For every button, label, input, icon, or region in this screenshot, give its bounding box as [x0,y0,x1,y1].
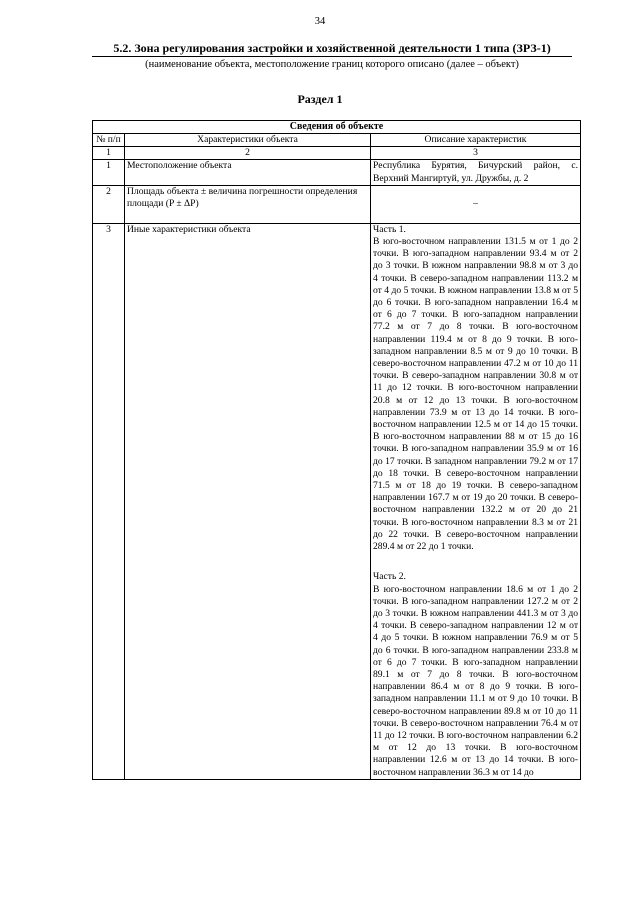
row-number: 1 [93,160,125,185]
column-header-number: № п/п [93,134,125,147]
document-heading: 5.2. Зона регулирования застройки и хозяйственной деятельности 1 типа (ЗРЗ-1) [92,41,572,57]
row-description [371,223,581,779]
part-2-text: В юго-восточном направлении 18.6 м от 1 до 2 точки. В юго-западном направлении 127.2 м от 2 до 3 точки. В южном направлении 441.3 м от 3 до 4 точки. В северо-западном направлении 12 м от 4 до 5 точки. В южном направлении 76.9 м от 5 до 6 точки. В юго-западном направлении 233.8 м от 6 до 7 точки. В юго-западном направлении 89.1 м от 7 до 8 точки. В юго-восточном направлении 86.4 м от 8 до 9 точки. В юго-западном направлении 11.1 м от 9 до 10 точки. В северо-восточном направлении 89.8 м от 10 до 11 точки. В северо-восточном направлении 76.4 м от 11 до 12 точки. В юго-восточном направлении 6.2 м от 12 до 13 точки. В юго-восточном направлении 12.6 м от 13 до 14 точки. В юго-восточном направлении 36.3 м от 14 до [373,583,579,778]
table-row [93,185,581,223]
table-caption: Сведения об объекте [93,121,581,134]
row-characteristic: Иные характеристики объекта [125,223,371,779]
row-characteristic: Местоположение объекта [125,160,371,185]
table-row [93,223,581,779]
column-header-characteristic: Характеристики объекта [125,134,371,147]
section-title: Раздел 1 [297,92,343,106]
part-1-text: В юго-восточном направлении 131.5 м от 1 до 2 точки. В юго-западном направлении 93.4 м от 2 до 3 точки. В южном направлении 98.8 м от 3 до 4 точки. В северо-западном направлении 113.2 м от 4 до 5 точки. В южном направлении 13.8 м от 5 до 6 точки. В юго-западном направлении 16.4 м от 6 до 7 точки. В юго-западном направлении 77.2 м от 7 до 8 точки. В юго-восточном направлении 119.4 м от 8 до 9 точки. В юго-западном направлении 8.5 м от 9 до 10 точки. В северо-восточном направлении 47.2 м от 10 до 11 точки. В северо-западном направлении 30.8 м от 11 до 12 точки. В юго-восточном направлении 20.8 м от 12 до 13 точки. В юго-восточном направлении 73.9 м от 13 до 14 точки. В юго-восточном направлении 12.5 м от 14 до 15 точки. В юго-восточном направлении 88 м от 15 до 16 точки. В юго-западном направлении 35.9 м от 16 до 17 точки. В западном направлении 79.2 м от 17 до 18 точки. В северо-восточном направлении 71.5 м от 18 до 19 точки. В северо-западном направлении 167.7 м от 19 до 20 точки. В северо-восточном направлении 132.2 м от 20 до 21 точки. В юго-восточном направлении 8.3 м от 21 до 22 точки. В северо-восточном направлении 289.4 м от 22 до 1 точки. [373,236,579,553]
column-number: 3 [371,147,581,160]
column-header-description: Описание характеристик [371,134,581,147]
row-number: 2 [93,185,125,223]
row-description: – [371,185,581,223]
part-spacer [373,553,578,571]
object-info-table [92,120,581,780]
table-header-row [93,134,581,147]
part-1-title: Часть 1. [373,223,406,235]
column-number-row [93,147,581,160]
table-caption-row [93,121,581,134]
document-subheading: (наименование объекта, местоположение границ которого описано (далее – объект) [145,59,519,70]
row-number: 3 [93,223,125,779]
table-row [93,160,581,185]
row-description: Республика Бурятия, Бичурский район, с. Верхний Мангиртуй, ул. Дружбы, д. 2 [371,160,581,185]
page-number: 34 [314,16,326,27]
column-number: 1 [93,147,125,160]
part-2-title: Часть 2. [373,571,406,583]
row-characteristic: Площадь объекта ± величина погрешности определения площади (P ± ΔP) [125,185,371,223]
column-number: 2 [125,147,371,160]
